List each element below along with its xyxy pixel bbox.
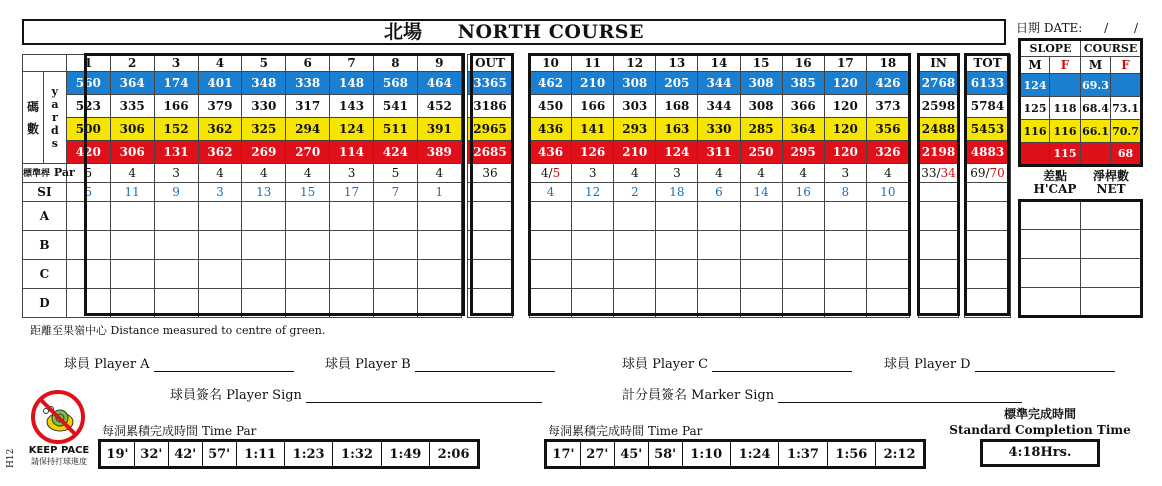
- si-cell: 15: [286, 183, 330, 202]
- player-row-label: D: [23, 289, 67, 318]
- date-sep: /: [1104, 21, 1109, 35]
- player-a-field[interactable]: [64, 353, 294, 372]
- out-frame: [470, 53, 514, 316]
- hole-number: 2: [110, 55, 154, 72]
- si-cell: 11: [110, 183, 154, 202]
- player-a-label: 球員 Player A: [64, 357, 150, 372]
- si-cell: 14: [740, 183, 782, 202]
- hole-number: 12: [614, 55, 656, 72]
- hole-number: 16: [782, 55, 824, 72]
- si-cell: 5: [66, 183, 110, 202]
- out-label: OUT: [468, 55, 513, 72]
- course-label: COURSE: [1081, 40, 1142, 57]
- standard-en: Standard Completion Time: [949, 423, 1131, 437]
- yards-zh-top: 碼: [26, 99, 39, 114]
- net-label: [1082, 170, 1140, 196]
- si-cell: 16: [782, 183, 824, 202]
- player-row-label: C: [23, 260, 67, 289]
- yardage-cell: 362: [198, 141, 242, 164]
- slope-cell: 68: [1111, 143, 1142, 166]
- par-label-en: Par: [50, 166, 75, 179]
- yardage-cell: 462: [530, 72, 572, 95]
- timepar-cell: 57': [203, 442, 237, 466]
- timepar-cell: 1:32: [333, 442, 381, 466]
- yardage-cell: 306: [110, 141, 154, 164]
- yardage-cell: 141: [572, 118, 614, 141]
- player-sign-line[interactable]: [306, 388, 542, 403]
- yardage-cell: 541: [374, 95, 418, 118]
- slope-cell: 118: [1050, 97, 1081, 120]
- yards-zh-bottom: 數: [26, 121, 39, 136]
- si-cell: 3: [198, 183, 242, 202]
- slope-cell: 124: [1020, 74, 1050, 97]
- slope-cell: [1111, 74, 1142, 97]
- si-cell: 7: [374, 183, 418, 202]
- par-men: 33/: [921, 166, 941, 180]
- yardage-cell: 362: [198, 118, 242, 141]
- slope-cell: 73.1: [1111, 97, 1142, 120]
- yardage-cell: 325: [242, 118, 286, 141]
- slope-cell: [1020, 143, 1050, 166]
- yardage-cell: 364: [782, 118, 824, 141]
- timepar-cell: 1:10: [683, 442, 731, 466]
- front-frame: [84, 53, 465, 316]
- player-row-label: B: [23, 231, 67, 260]
- hole-number: 15: [740, 55, 782, 72]
- par-total: 36: [468, 164, 513, 183]
- yardage-cell: 344: [698, 72, 740, 95]
- in-frame: [917, 53, 960, 316]
- yards-en-letter: s: [51, 137, 58, 150]
- par-cell: 3: [330, 164, 374, 183]
- yardage-cell: 330: [242, 95, 286, 118]
- timepar-cell: 1:11: [237, 442, 285, 466]
- player-c-field[interactable]: [622, 353, 852, 372]
- yardage-cell: 168: [656, 95, 698, 118]
- player-d-line[interactable]: [975, 357, 1115, 372]
- keep-pace-en: KEEP PACE: [28, 445, 90, 456]
- net-cell[interactable]: [1081, 201, 1142, 230]
- out-total: 2685: [468, 141, 513, 164]
- date-field[interactable]: [1016, 19, 1138, 36]
- player-b-label: 球員 Player B: [325, 357, 411, 372]
- yardage-cell: 124: [330, 118, 374, 141]
- hole-number: 6: [286, 55, 330, 72]
- par-cell: 3: [154, 164, 198, 183]
- player-d-label: 球員 Player D: [884, 357, 971, 372]
- header-corner: [23, 55, 67, 72]
- net-cell[interactable]: [1081, 259, 1142, 288]
- in-total: 2598: [919, 95, 959, 118]
- si-cell: 2: [614, 183, 656, 202]
- par-men: 4/: [540, 166, 553, 180]
- timepar-label-front: 每洞累積完成時間 Time Par: [102, 424, 257, 438]
- marker-sign-field[interactable]: [622, 384, 1022, 403]
- si-cell: 18: [656, 183, 698, 202]
- hole-number: 7: [330, 55, 374, 72]
- out-total: 2965: [468, 118, 513, 141]
- hole-number: 10: [530, 55, 572, 72]
- par-cell: 4: [866, 164, 909, 183]
- timepar-cell: 1:49: [382, 442, 430, 466]
- par-cell: 3: [656, 164, 698, 183]
- par-cell: 4: [740, 164, 782, 183]
- standard-zh: 標準完成時間: [1003, 407, 1076, 421]
- timepar-cell: 1:23: [285, 442, 333, 466]
- yardage-cell: 295: [782, 141, 824, 164]
- timepar-cell: 1:56: [828, 442, 876, 466]
- hcap-label: [1028, 170, 1082, 196]
- yardage-cell: 131: [154, 141, 198, 164]
- yardage-cell: 210: [572, 72, 614, 95]
- hole-number: 8: [374, 55, 418, 72]
- hcap-cell[interactable]: [1020, 259, 1081, 288]
- par-cell: 3: [572, 164, 614, 183]
- par-cell: 4: [286, 164, 330, 183]
- keep-pace-zh: 請保持打球進度: [31, 457, 87, 466]
- yardage-cell: 293: [614, 118, 656, 141]
- slope-m: M: [1020, 57, 1050, 74]
- net-en: NET: [1096, 182, 1126, 196]
- yardage-cell: 166: [572, 95, 614, 118]
- hole-number: 5: [242, 55, 286, 72]
- slope-cell: [1050, 74, 1081, 97]
- card-code: H12: [6, 448, 16, 468]
- yardage-cell: 294: [286, 118, 330, 141]
- hole-number: 3: [154, 55, 198, 72]
- slope-cell: 68.4: [1081, 97, 1111, 120]
- par-cell: 5: [66, 164, 110, 183]
- yardage-cell: 306: [110, 118, 154, 141]
- in-total: 2768: [919, 72, 959, 95]
- slope-cell: 125: [1020, 97, 1050, 120]
- yardage-cell: 311: [698, 141, 740, 164]
- par-cell: 5: [374, 164, 418, 183]
- si-cell: 4: [530, 183, 572, 202]
- par-cell: 4: [614, 164, 656, 183]
- yardage-cell: 205: [656, 72, 698, 95]
- yardage-cell: 450: [530, 95, 572, 118]
- timepar-cell: 58': [649, 442, 683, 466]
- hole-number: 1: [66, 55, 110, 72]
- yardage-cell: 114: [330, 141, 374, 164]
- in-label: IN: [919, 55, 959, 72]
- tot-total: 4883: [965, 141, 1011, 164]
- back-frame: [528, 53, 911, 316]
- player-a-line[interactable]: [154, 357, 294, 372]
- par-cell: 4: [198, 164, 242, 183]
- net-cell[interactable]: [1081, 288, 1142, 317]
- yardage-cell: 356: [866, 118, 909, 141]
- slope-cell: [1081, 143, 1111, 166]
- date-sep: /: [1133, 21, 1139, 35]
- yardage-cell: 401: [198, 72, 242, 95]
- marker-sign-label: 計分員簽名 Marker Sign: [622, 388, 775, 403]
- timepar-cell: 32': [135, 442, 169, 466]
- par-label-zh: 標準桿: [23, 169, 51, 179]
- yardage-cell: 373: [866, 95, 909, 118]
- yardage-cell: 389: [417, 141, 461, 164]
- yardage-cell: 269: [242, 141, 286, 164]
- hole-number: 13: [656, 55, 698, 72]
- yardage-cell: 166: [154, 95, 198, 118]
- yardage-cell: 285: [740, 118, 782, 141]
- yardage-cell: 366: [782, 95, 824, 118]
- yardage-cell: 120: [824, 95, 866, 118]
- yardage-cell: 152: [154, 118, 198, 141]
- slope-cell: 116: [1050, 120, 1081, 143]
- hole-number: 4: [198, 55, 242, 72]
- yardage-cell: 270: [286, 141, 330, 164]
- standard-completion-label: [940, 406, 1140, 438]
- tot-total: 5453: [965, 118, 1011, 141]
- yardage-cell: 364: [110, 72, 154, 95]
- timepar-cell: 45': [615, 442, 649, 466]
- yardage-cell: 420: [66, 141, 110, 164]
- yardage-cell: 511: [374, 118, 418, 141]
- yardage-cell: 338: [286, 72, 330, 95]
- tot-frame: [964, 53, 1010, 316]
- timepar-label-back: 每洞累積完成時間 Time Par: [548, 424, 703, 438]
- si-cell: 6: [698, 183, 740, 202]
- date-label: 日期 DATE:: [1016, 21, 1083, 35]
- slope-cell: 69.3: [1081, 74, 1111, 97]
- par-cell: 4: [698, 164, 740, 183]
- si-cell: 13: [242, 183, 286, 202]
- yardage-cell: 308: [740, 72, 782, 95]
- hole-number: 18: [866, 55, 909, 72]
- marker-sign-line[interactable]: [778, 388, 1022, 403]
- net-cell[interactable]: [1081, 230, 1142, 259]
- timepar-cell: 27': [581, 442, 615, 466]
- hole-number: 14: [698, 55, 740, 72]
- timepar-cell: 2:12: [883, 446, 916, 462]
- course-f: F: [1111, 57, 1142, 74]
- si-cell: 10: [866, 183, 909, 202]
- yardage-cell: 464: [417, 72, 461, 95]
- yardage-cell: 452: [417, 95, 461, 118]
- par-men: 69/: [970, 166, 990, 180]
- si-cell: 1: [417, 183, 461, 202]
- si-label: SI: [23, 183, 67, 202]
- hcap-cell[interactable]: [1020, 288, 1081, 317]
- yards-label-en: [43, 72, 66, 164]
- yardage-cell: 120: [824, 141, 866, 164]
- yards-en-letter: y: [51, 85, 59, 98]
- par-cell: 4: [417, 164, 461, 183]
- yards-label-zh: [23, 72, 44, 164]
- yardage-cell: 568: [374, 72, 418, 95]
- course-title: [22, 19, 1006, 45]
- yardage-cell: 330: [698, 118, 740, 141]
- out-total: 3365: [468, 72, 513, 95]
- par-cell: 3: [824, 164, 866, 183]
- si-cell: 9: [154, 183, 198, 202]
- slope-label: SLOPE: [1020, 40, 1081, 57]
- net-zh: 淨桿數: [1092, 169, 1129, 183]
- yards-en-letter: r: [51, 111, 58, 124]
- hcap-zh: 差點: [1042, 169, 1067, 183]
- yardage-cell: 500: [66, 118, 110, 141]
- timepar-back: [544, 439, 926, 469]
- yardage-cell: 335: [110, 95, 154, 118]
- hcap-cell[interactable]: [1020, 230, 1081, 259]
- yardage-cell: 436: [530, 118, 572, 141]
- si-cell: 8: [824, 183, 866, 202]
- slope-table: [1018, 38, 1143, 167]
- yardage-cell: 308: [740, 95, 782, 118]
- si-cell: 17: [330, 183, 374, 202]
- yardage-cell: 120: [824, 72, 866, 95]
- par-ladies: 34: [940, 166, 956, 180]
- yardage-cell: 560: [66, 72, 110, 95]
- yardage-cell: 326: [866, 141, 909, 164]
- player-sign-field[interactable]: [170, 384, 542, 403]
- player-b-line[interactable]: [415, 357, 555, 372]
- tot-total: 6133: [965, 72, 1011, 95]
- in-total: 2488: [919, 118, 959, 141]
- yardage-cell: 424: [374, 141, 418, 164]
- yardage-cell: 174: [154, 72, 198, 95]
- yardage-cell: 124: [656, 141, 698, 164]
- hcap-net-grid[interactable]: [1018, 199, 1143, 318]
- par-cell: 4: [242, 164, 286, 183]
- hole-number: 11: [572, 55, 614, 72]
- slope-cell: 115: [1050, 143, 1081, 166]
- timepar-cell: 1:37: [779, 442, 827, 466]
- yardage-cell: 385: [782, 72, 824, 95]
- standard-completion-value: 4:18Hrs.: [980, 439, 1100, 467]
- par-ladies: 5: [552, 166, 561, 180]
- keep-pace: [24, 445, 94, 467]
- yardage-cell: 523: [66, 95, 110, 118]
- yards-en-letter: d: [51, 124, 59, 137]
- par-label: [23, 164, 75, 183]
- yardage-cell: 436: [530, 141, 572, 164]
- timepar-cell: 2:06: [437, 446, 470, 462]
- distance-note: 距離至果嶺中心 Distance measured to centre of green.: [30, 324, 326, 337]
- player-d-field[interactable]: [884, 353, 1115, 372]
- yardage-cell: 308: [614, 72, 656, 95]
- timepar-front: [98, 439, 480, 469]
- hcap-en: H'CAP: [1033, 182, 1077, 196]
- yardage-cell: 126: [572, 141, 614, 164]
- par-cell: 4: [110, 164, 154, 183]
- yardage-cell: 143: [330, 95, 374, 118]
- par-ladies: 70: [989, 166, 1005, 180]
- yardage-cell: 148: [330, 72, 374, 95]
- hcap-cell[interactable]: [1020, 201, 1081, 230]
- in-total: 2198: [919, 141, 959, 164]
- snail-icon: [30, 389, 86, 445]
- out-total: 3186: [468, 95, 513, 118]
- yardage-cell: 391: [417, 118, 461, 141]
- player-sign-label: 球員簽名 Player Sign: [170, 388, 302, 403]
- player-c-label: 球員 Player C: [622, 357, 709, 372]
- yards-en-letter: a: [51, 98, 59, 111]
- tot-total: 5784: [965, 95, 1011, 118]
- yardage-cell: 303: [614, 95, 656, 118]
- yardage-cell: 210: [614, 141, 656, 164]
- player-row-label: A: [23, 202, 67, 231]
- title-en: NORTH COURSE: [457, 21, 644, 43]
- timepar-cell: 19': [101, 442, 135, 466]
- tot-label: TOT: [965, 55, 1011, 72]
- yardage-cell: 379: [198, 95, 242, 118]
- yardage-cell: 120: [824, 118, 866, 141]
- yardage-cell: 344: [698, 95, 740, 118]
- timepar-cell: 42': [169, 442, 203, 466]
- yardage-cell: 163: [656, 118, 698, 141]
- si-cell: 12: [572, 183, 614, 202]
- title-zh: 北場: [384, 21, 423, 43]
- yardage-cell: 426: [866, 72, 909, 95]
- slope-cell: 70.7: [1111, 120, 1142, 143]
- hole-number: 9: [417, 55, 461, 72]
- slope-cell: 116: [1020, 120, 1050, 143]
- yardage-cell: 348: [242, 72, 286, 95]
- par-cell: 4: [782, 164, 824, 183]
- timepar-cell: 17': [547, 442, 581, 466]
- yardage-cell: 250: [740, 141, 782, 164]
- slope-cell: 66.1: [1081, 120, 1111, 143]
- hole-number: 17: [824, 55, 866, 72]
- player-b-field[interactable]: [325, 353, 555, 372]
- player-c-line[interactable]: [712, 357, 852, 372]
- yardage-cell: 317: [286, 95, 330, 118]
- timepar-cell: 1:24: [731, 442, 779, 466]
- course-m: M: [1081, 57, 1111, 74]
- slope-f: F: [1050, 57, 1081, 74]
